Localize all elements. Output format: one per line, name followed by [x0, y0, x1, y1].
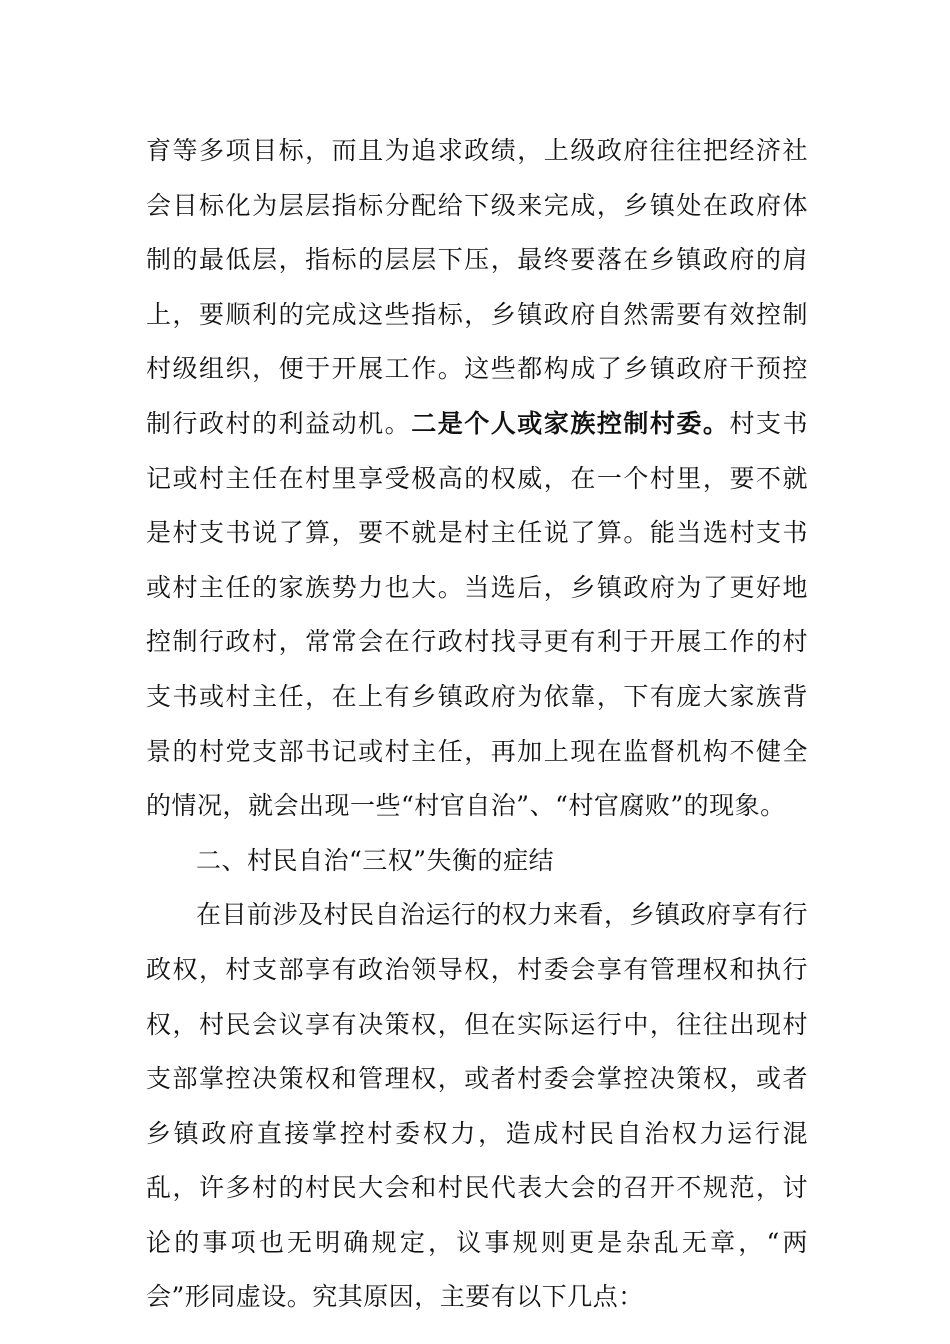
paragraph: 在目前涉及村民自治运行的权力来看，乡镇政府享有行政权，村支部享有政治领导权，村委会享有管理权和执行权，村民会议享有决策权，但在实际运行中，往往出现村支部掌控决策权和管理权，或者村委会掌控决策权，或者乡镇政府直接掌控村委权力，造成村民自治权力运行混乱，许多村的村民大会和村民代表大会的召开不规范，讨论的事项也无明确规定，议事规则更是杂乱无章，“两会”形同虚设。究其原因，主要有以下几点： — [146, 900, 809, 1312]
paragraph-text: 村支书记或村主任在村里享受极高的权威，在一个村里，要不就是村支书说了算，要不就是村主任说了算。能当选村支书或村主任的家族势力也大。当选后，乡镇政府为了更好地控制行政村，常常会在行政村找寻更有利于开展工作的村支书或村主任，在上有乡镇政府为依靠，下有庞大家族背景的村党支部书记或村主任，再加上现在监督机构不健全的情况，就会出现一些“村官自治”、“村官腐败”的现象。 — [146, 408, 808, 821]
section-heading: 二、村民自治“三权”失衡的症结 — [196, 845, 555, 875]
paragraph-text: 育等多项目标，而且为追求政绩，上级政府往往把经济社会目标化为层层指标分配给下级来完成，乡镇处在政府体制的最低层，指标的层层下压，最终要落在乡镇政府的肩上，要顺利的完成这些指标，乡镇政府自然需要有效控制村级组织，便于开展工作。这些都构成了乡镇政府干预控制行政村的利益动机。 — [146, 136, 808, 438]
body-text — [146, 124, 808, 1325]
bold-subheading: 二是个人或家族控制村委。 — [411, 408, 730, 438]
paragraph-continued — [146, 124, 808, 834]
